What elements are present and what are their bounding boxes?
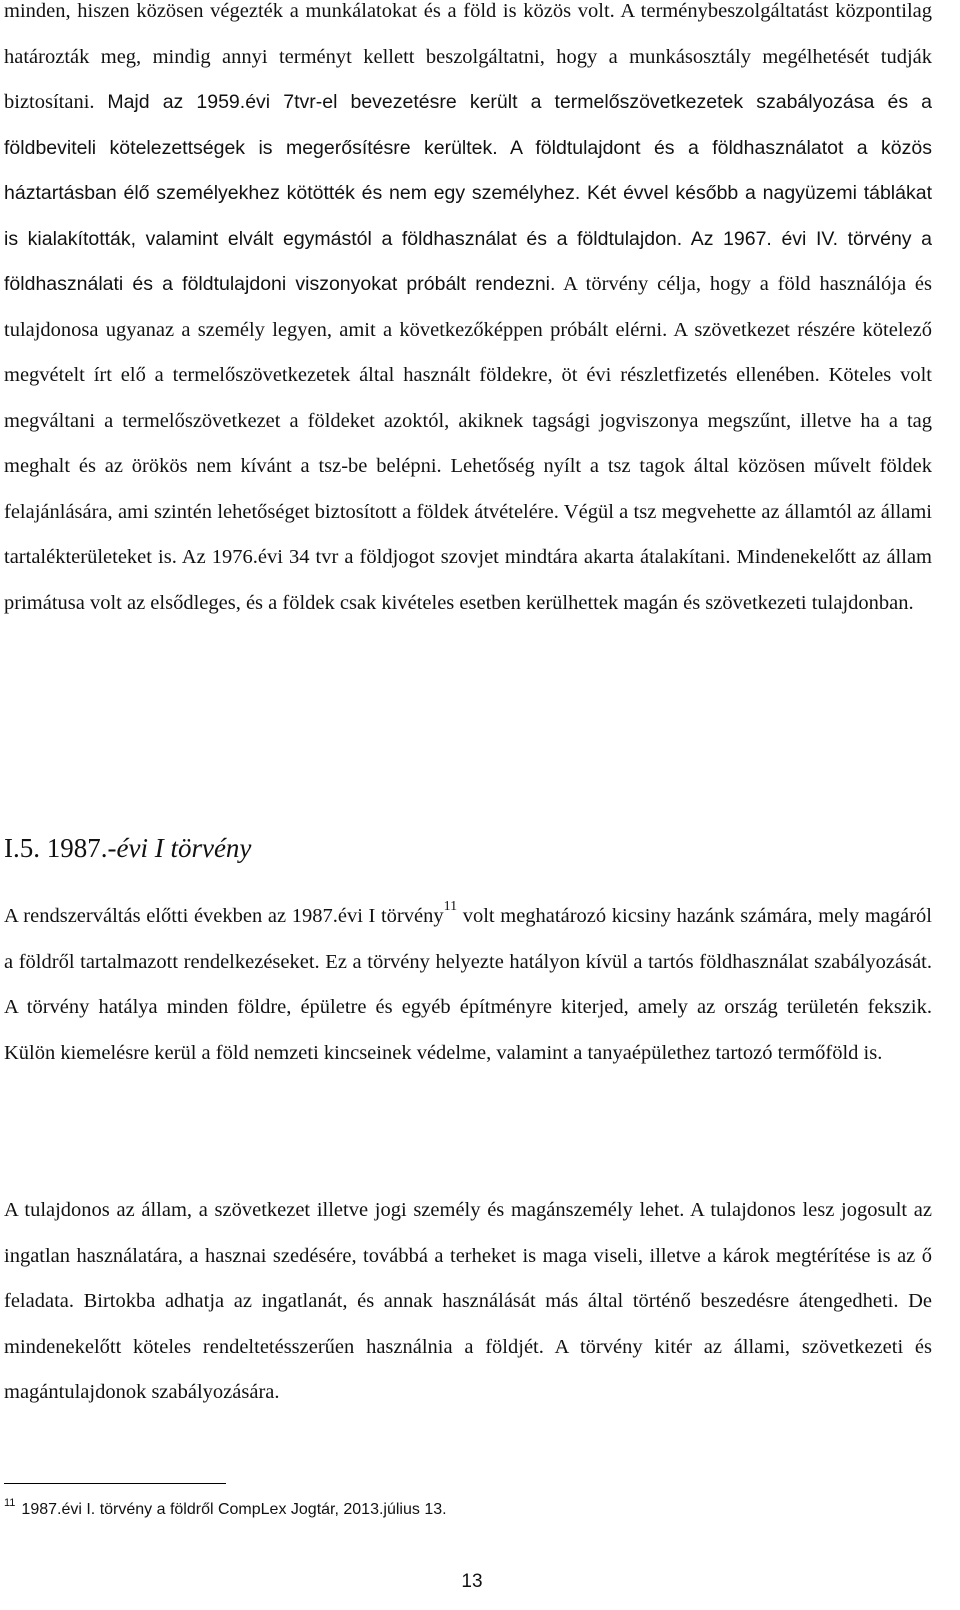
- footnote-divider: [4, 1483, 226, 1484]
- body-paragraph-1: [4, 0, 932, 626]
- footnote-text: 1987.évi I. törvény a földről CompLex Jogtár, 2013.július 13.: [21, 1501, 447, 1518]
- footnote: [4, 1496, 447, 1524]
- section-heading: [4, 828, 251, 868]
- paragraph-1-sentence-1: minden, hiszen közösen végezték a munkálatokat és a föld is közös volt. A terménybeszolgáltatást központilag határozták meg, mindig annyi terményt kellett beszolgáltatni, hogy a munkásosztály megélhetését tudják biztosítani.: [4, 0, 932, 113]
- footnote-reference[interactable]: 11: [443, 899, 458, 914]
- body-paragraph-2: [4, 894, 932, 1076]
- section-heading-number: I.5. 1987.: [4, 833, 108, 863]
- paragraph-2-after-ref: volt meghatározó kicsiny hazánk számára, mely magáról a földről tartalmazott rendelkezéseket. Ez a törvény helyezte hatályon kívül a tartós földhasználat szabályozását. A törvény hatálya minden földre, épületre és egyéb építményre kiterjed, amely az ország területén fekszik. Külön kiemelésre kerül a föld nemzeti kincseinek védelme, valamint a tanyaépülethez tartozó termőföld is.: [4, 905, 932, 1064]
- section-heading-title: -évi I törvény: [107, 833, 252, 863]
- paragraph-2-before-ref: A rendszerváltás előtti években az 1987.évi I törvény: [4, 905, 444, 927]
- page-number: 13: [461, 1571, 483, 1592]
- body-paragraph-3: A tulajdonos az állam, a szövetkezet illetve jogi személy és magánszemély lehet. A tulajdonos lesz jogosult az ingatlan használatára, a hasznai szedésére, továbbá a terheket is maga viseli, illetve a károk megtérítése is az ő feladata. Birtokba adhatja az ingatlanát, és annak használását más által történő beszedésre átengedheti. De mindenekelőtt köteles rendeltetésszerűen használnia a földjét. A törvény kitér az állami, szövetkezeti és magántulajdonok szabályozására.: [4, 1199, 932, 1403]
- paragraph-1-sentence-2: Majd az 1959.évi 7tvr-el bevezetésre került a termelőszövetkezetek szabályozása és a földbeviteli kötelezettségek is megerősítésre kerültek. A földtulajdont és a földhasználatot a közös háztartásban élő személyekhez kötötték és nem egy személyhez. Két évvel később a nagyüzemi táblákat is kialakították, valamint elvált egymástól a földhasználat és a földtulajdon. Az 1967. évi IV. törvény a földhasználati és a földtulajdoni viszonyokat próbált rendezni.: [4, 91, 933, 295]
- paragraph-1-sentence-3: A törvény célja, hogy a föld használója és tulajdonosa ugyanaz a személy legyen, amit a következőképpen próbált elérni. A szövetkezet részére kötelező megvételt írt elő a termelőszövetkezetek által használt földekre, öt évi részletfizetés ellenében. Köteles volt megváltani a termelőszövetkezet a földeket azoktól, akiknek tagsági jogviszonya megszűnt, illetve ha a tag meghalt és az örökös nem kívánt a tsz-be belépni. Lehetőség nyílt a tsz tagok által közösen művelt földek felajánlására, ami szintén lehetőséget biztosított a földek átvételére. Végül a tsz megvehette az államtól az állami tartalékterületeket is. Az 1976.évi 34 tvr a földjogot szovjet mindtára akarta átalakítani. Mindenekelőtt az állam primátusa volt az elsődleges, és a földek csak kivételes esetben kerülhettek magán és szövetkezeti tulajdonban.: [4, 273, 932, 614]
- footnote-number: 11: [4, 1497, 16, 1509]
